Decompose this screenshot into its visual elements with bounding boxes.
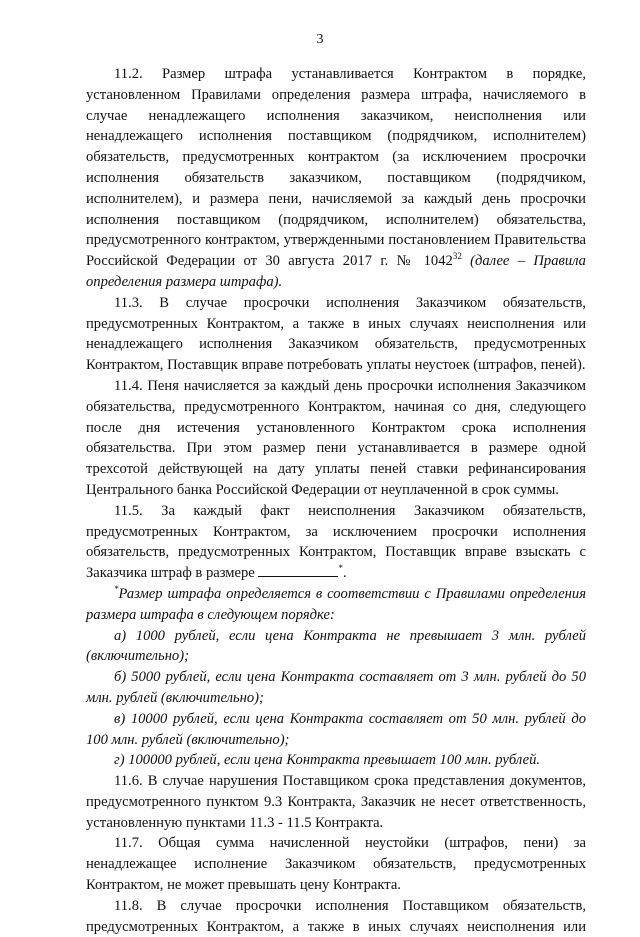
clause-11-7: 11.7. Общая сумма начисленной неустойки (штрафов, пени) за ненадлежащее исполнение Заказчиком обязательств, предусмотренных Контрактом, не может превышать цену Контракта. — [86, 835, 586, 894]
document-body — [86, 64, 586, 937]
penalty-option-b: б) 5000 рублей, если цена Контракта составляет от 3 млн. рублей до 50 млн. рублей (включительно); — [86, 669, 586, 706]
clause-11-4: 11.4. Пеня начисляется за каждый день просрочки исполнения Заказчиком обязательства, предусмотренного Контрактом, начиная со дня, следующего после дня истечения установленного Контрактом срока исполнения обязательства. При этом размер пени устанавливается в размере одной трехсотой действующей на дату уплаты пеней ставки рефинансирования Центрального банка Российской Федерации от неуплаченной в срок суммы. — [86, 377, 586, 498]
clause-11-3: 11.3. В случае просрочки исполнения Заказчиком обязательств, предусмотренных Контрактом, а также в иных случаях неисполнения или ненадлежащего исполнения Заказчиком обязательств, предусмотренных Контрактом, Поставщик вправе потребовать уплаты неустоек (штрафов, пеней). — [86, 294, 586, 374]
penalty-note-intro — [86, 584, 586, 626]
note-intro-text: Размер штрафа определяется в соответствии с Правилами определения размера штрафа в следующем порядке: — [86, 585, 586, 623]
clause-11-2 — [86, 64, 586, 293]
clause-11-2-definition: (далее – Правила определения размера штрафа). — [86, 253, 586, 290]
clause-11-8: 11.8. В случае просрочки исполнения Поставщиком обязательств, предусмотренных Контрактом, а также в иных случаях неисполнения или — [86, 897, 586, 935]
clause-11-5-end: . — [342, 565, 347, 582]
page-number: 3 — [316, 32, 324, 47]
penalty-option-c: в) 10000 рублей, если цена Контракта составляет от 50 млн. рублей до 100 млн. рублей (включительно); — [86, 710, 586, 748]
penalty-option-d: г) 100000 рублей, если цена Контракта превышает 100 млн. рублей. — [114, 752, 541, 769]
asterisk-marker: * — [338, 563, 343, 574]
penalty-amount-blank[interactable] — [258, 564, 338, 577]
penalty-option-a: а) 1000 рублей, если цена Контракта не превышает 3 млн. рублей (включительно); — [86, 627, 586, 665]
clause-11-5 — [86, 501, 586, 584]
clause-11-6: 11.6. В случае нарушения Поставщиком срока представления документов, предусмотренного пунктом 9.3 Контракта, Заказчик не несет ответственность, установленную пунктами 11.3 - 11.5 Контракта. — [86, 773, 586, 831]
clause-11-5-text: 11.5. За каждый факт неисполнения Заказчиком обязательств, предусмотренных Контрактом, за исключением просрочки исполнения обязательств, предусмотренных Контрактом, Поставщик вправе взыскать с Заказчика штраф в размере — [86, 502, 586, 582]
clause-11-2-text: 11.2. Размер штрафа устанавливается Контрактом в порядке, установленном Правилами определения размера штрафа, начисляемого в случае ненадлежащего исполнения заказчиком, неисполнения или ненадлежащего исполнения поставщиком (подрядчиком, исполнителем) обязательств, предусмотренных контрактом (за исключением просрочки исполнения обязательств заказчиком, поставщиком (подрядчиком, исполнителем), и размера пени, начисляемой за каждый день просрочки исполнения поставщиком (подрядчиком, исполнителем) обязательства, предусмотренного контрактом, утвержденными постановлением Правительства Российской Федерации от 30 августа 2017 г. № 1042 — [86, 66, 586, 270]
footnote-ref: 32 — [452, 251, 462, 262]
note-asterisk: * — [114, 584, 119, 595]
